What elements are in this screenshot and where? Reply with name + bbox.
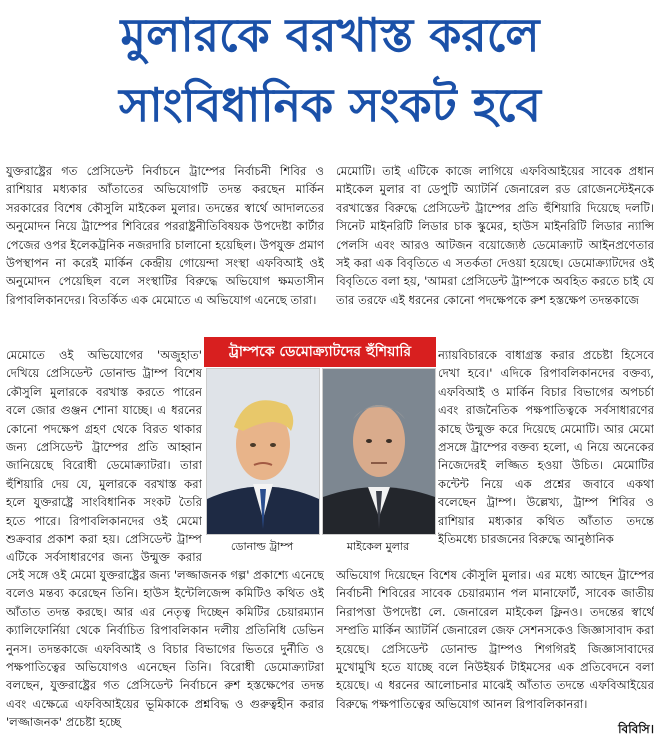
paragraph: ন্যায়বিচারকে বাধাগ্রস্ত করার প্রচেষ্টা হিসেবে দেখা হবে।' এদিকে রিপাবলিকানদের বক্তব্য, এফবিআই ও মার্কিন বিচার বিভাগের অপচর্চা এবং রাজনৈতিক পক্ষপাতিত্বকে সর্বসাধারণের কাছে উন্মুক্ত করে দিয়েছে মেমোটি। আর মেমো প্রসঙ্গে ট্রাম্পের বক্তব্য হলো, এ নিয়ে অনেকের নিজেদেরই লজ্জিত হওয়া উচিত। মেমোটির কন্টেন্ট নিয়ে এক প্রশ্নের জবাবে একথা বলেছেন ট্রাম্প। উল্লেখ্য, ট্রাম্প শিবির ও রাশিয়ার মধ্যকার কথিত আঁতাত তদন্তে ইতিমধ্যে চারজনের বিরুদ্ধে আনুষ্ঠানিক: [438, 348, 654, 547]
paragraph: সেই সঙ্গে ওই মেমো যুক্তরাষ্ট্রের জন্য 'লজ্জাজনক গল্প' প্রকাশ্যে এনেছে বলেও মন্তব্য করেছেন তিনি। হাউস ইন্টেলিজেন্স কমিটিও কথিত ওই আঁতাত তদন্ত করছে। আর এর নেতৃত্ব দিচ্ছেন কমিটির চেয়ারম্যান ক্যালিফোর্নিয়া থেকে নির্বাচিত রিপাবলিকান দলীয় প্রতিনিধি ডেভিন নুনস। তদন্তকাজে এফবিআই ও বিচার বিভাগের ভিতরে দুর্নীতি ও পক্ষপাতিত্বের অভিযোগও এনেছেন তিনি। বিরোধী ডেমোক্র্যাটরা বলছেন, যুক্তরাষ্ট্রের গত প্রেসিডেন্ট নির্বাচনে রুশ হস্তক্ষেপের তদন্ত এবং এক্ষেত্রে এফবিআইয়ের ভূমিকাকে প্রশ্নবিদ্ধ ও গুরুত্বহীন করার 'লজ্জাজনক' প্রচেষ্টা হচ্ছে: [6, 568, 324, 730]
trump-photo: [206, 368, 320, 535]
subheadline: ট্রাম্পকে ডেমোক্র্যাটদের হুঁশিয়ারি: [204, 337, 436, 367]
mueller-caption: মাইকেল মুলার: [346, 540, 410, 553]
mueller-photo: [322, 368, 436, 535]
article-right-flow: [438, 346, 654, 564]
article-right-top: [336, 162, 654, 338]
headline: [0, 0, 660, 160]
paragraph: মেমোতে ওই অভিযোগের 'অজুহাত' দেখিয়ে প্রেসিডেন্ট ডোনাল্ড ট্রাম্প বিশেষ কৌসুলি মুলারকে বরখাস্ত করতে পারেন বলে জোর গুঞ্জন শোনা যাচ্ছে। এ ধরনের কোনো পদক্ষেপ গ্রহণ থেকে বিরত থাকার জন্য প্রেসিডেন্ট ট্রাম্পের প্রতি আহ্বান জানিয়েছে বিরোধী ডেমোক্র্যাটরা। তারা হুঁশিয়ারি দেয় যে, মুলারকে বরখাস্ত করা হলে যুক্তরাষ্ট্রে সাংবিধানিক সংকট তৈরি হতে পারে। রিপাবলিকানদের ওই মেমো শুক্রবার প্রকাশ করা হয়। প্রেসিডেন্ট ট্রাম্প এটিকে সর্বসাধারণের জন্য উন্মুক্ত করার: [6, 348, 202, 564]
paragraph: অভিযোগ দিয়েছেন বিশেষ কৌসুলি মুলার। এর মধ্যে আছেন ট্রাম্পের নির্বাচনী শিবিরের সাবেক চেয়ারম্যান পল মানাফোর্ট, সাবেক জাতীয় নিরাপত্তা উপদেষ্টা লে. জেনারেল মাইকেল ফ্লিনও। তদন্তের স্বার্থে সম্প্রতি মার্কিন অ্যাটর্নি জেনারেল জেফ সেশনসকেও জিজ্ঞাসাবাদ করা হয়েছে। প্রেসিডেন্ট ডোনাল্ড ট্রাম্পও শিগগিরই জিজ্ঞাসাবাদের মুখোমুখি হতে যাচ্ছে বলে নিউইয়র্ক টাইমসের এক প্রতিবেদনে বলা হয়েছে। এ ধরনের আলোচনার মাঝেই আঁতাত তদন্তে এফবিআইয়ের বিরুদ্ধে পক্ষপাতিত্বের অভিযোগ আনল রিপাবলিকানরা।: [336, 568, 654, 711]
source-credit: বিবিসি।: [618, 722, 654, 736]
paragraph: মেমোটি। তাই এটিকে কাজে লাগিয়ে এফবিআইয়ের সাবেক প্রধান মাইকেল মুলার বা ডেপুটি অ্যাটর্নি জেনারেল রড রোজেনস্টেইনকে বরখাস্তের বিরুদ্ধে প্রেসিডেন্ট ট্রাম্পের প্রতি হুঁশিয়ারি দিয়েছে দলটি। সিনেট মাইনরিটি লিডার চাক স্কুমের, হাউস মাইনরিটি লিডার ন্যান্সি পেলসি এবং আরও আটজন বয়োজ্যেষ্ঠ ডেমোক্র্যাট আইনপ্রণেতার সই করা এক বিবৃতিতে এ সতর্কতা দেওয়া হয়েছে। ডেমোক্র্যাটদের ওই বিবৃতিতে বলা হয়, 'আমরা প্রেসিডেন্ট ট্রাম্পকে অবহিত করতে চাই যে তার তরফে এই ধরনের কোনো পদক্ষেপকে রুশ হস্তক্ষেপ তদন্তকাজে: [336, 164, 654, 307]
article-right-bottom: [336, 566, 654, 738]
trump-caption: ডোনাল্ড ট্রাম্প: [230, 540, 294, 553]
article-left-flow: [6, 346, 202, 564]
paragraph: যুক্তরাষ্ট্রের গত প্রেসিডেন্ট নির্বাচনে ট্রাম্পের নির্বাচনী শিবির ও রাশিয়ার মধ্যকার আঁতাতের অভিযোগটি তদন্ত করছেন মার্কিন সরকারের বিশেষ কৌসুলি মাইকেল মুলার। তদন্তের স্বার্থে আদালতের অনুমোদন নিয়ে ট্রাম্পের শিবিরের পররাষ্ট্রনীতিবিষয়ক উপদেষ্টা কার্টার পেজের ওপর ইলেকট্রনিক নজরদারি চালানো হয়েছিল। উপযুক্ত প্রমাণ উপস্থাপন না করেই মার্কিন কেন্দ্রীয় গোয়েন্দা সংস্থা এফবিআই ওই অনুমোদন পেয়েছিল বলে সংস্থাটির বিরুদ্ধে অভিযোগ ক্ষমতাসীন রিপাবলিকানদের। বিতর্কিত এক মেমোতে এ অভিযোগ এনেছে তারা।: [6, 164, 324, 307]
article-left-top: [6, 162, 324, 338]
headline-line-2: সাংবিধানিক সংকট হবে: [119, 78, 541, 132]
article-left-bottom: [6, 566, 324, 738]
headline-line-1: মুলারকে বরখাস্ত করলে: [120, 8, 540, 62]
